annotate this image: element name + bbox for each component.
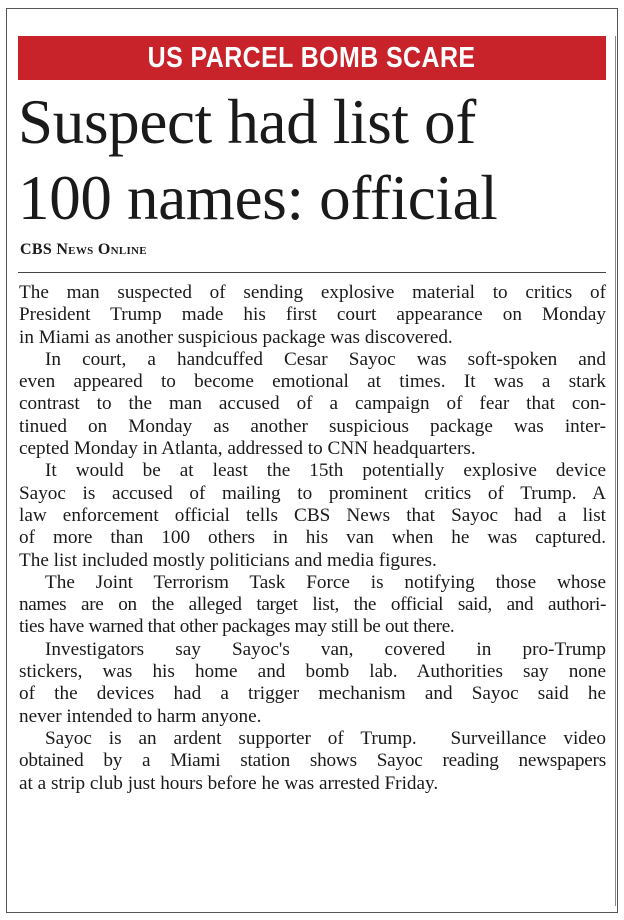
paragraph-line: The Joint Terrorism Task Force is notifying those whose: [45, 571, 606, 593]
paragraph-line: of more than 100 others in his van when he was captured.: [19, 527, 606, 549]
paragraph-line: ties have warned that other packages may still be out there.: [19, 616, 455, 638]
paragraph-line: at a strip club just hours before he was arrested Friday.: [19, 772, 439, 794]
paragraph-line: never intended to harm anyone.: [19, 705, 262, 727]
paragraph-line: names are on the alleged target list, the official said, and authori-: [19, 594, 606, 616]
paragraph-line: Sayoc is accused of mailing to prominent critics of Trump. A: [19, 482, 606, 504]
bottom-border: [6, 912, 618, 913]
paragraph-line: even appeared to become emotional at times. It was a stark: [19, 371, 606, 393]
byline-source: CBS News Online: [20, 241, 147, 258]
paragraph-line: law enforcement official tells CBS News that Sayoc had a list: [19, 504, 606, 526]
paragraph-2: [19, 349, 606, 460]
headline-line-1: Suspect had list of: [18, 87, 477, 157]
section-kicker: [18, 36, 606, 80]
paragraph-line: contrast to the man accused of a campaign of fear that con-: [19, 393, 606, 415]
paragraph-1: [19, 282, 606, 349]
paragraph-line: Investigators say Sayoc's van, covered in pro-Trump: [45, 638, 606, 660]
paragraph-line: The list included mostly politicians and media figures.: [19, 549, 437, 571]
paragraph-3: [19, 460, 606, 571]
paragraph-line: The man suspected of sending explosive material to critics of: [19, 282, 606, 303]
kicker-label: US PARCEL BOMB SCARE: [148, 41, 476, 74]
paragraph-line: in Miami as another suspicious package was discovered.: [19, 326, 453, 348]
paragraph-4: [19, 572, 606, 639]
byline-divider: [18, 272, 606, 273]
paragraph-6: [19, 728, 606, 795]
paragraph-line: stickers, was his home and bomb lab. Authorities say none: [19, 661, 606, 683]
paragraph-line: It would be at least the 15th potentially explosive device: [45, 460, 606, 482]
headline: [18, 84, 618, 236]
paragraph-line: obtained by a Miami station shows Sayoc reading newspapers: [19, 750, 606, 772]
article-body: [19, 282, 606, 795]
byline: [20, 241, 147, 259]
paragraph-line: President Trump made his first court appearance on Monday: [19, 304, 606, 326]
paragraph-line: tinued on Monday as another suspicious package was inter-: [19, 415, 606, 437]
paragraph-line: In court, a handcuffed Cesar Sayoc was soft-spoken and: [45, 348, 606, 370]
paragraph-5: [19, 639, 606, 728]
paragraph-line: Sayoc is an ardent supporter of Trump. Surveillance video: [45, 727, 606, 749]
headline-line-2: 100 names: official: [18, 163, 498, 233]
paragraph-line: of the devices had a trigger mechanism and Sayoc said he: [19, 683, 606, 705]
paragraph-line: cepted Monday in Atlanta, addressed to CNN headquarters.: [19, 438, 476, 460]
